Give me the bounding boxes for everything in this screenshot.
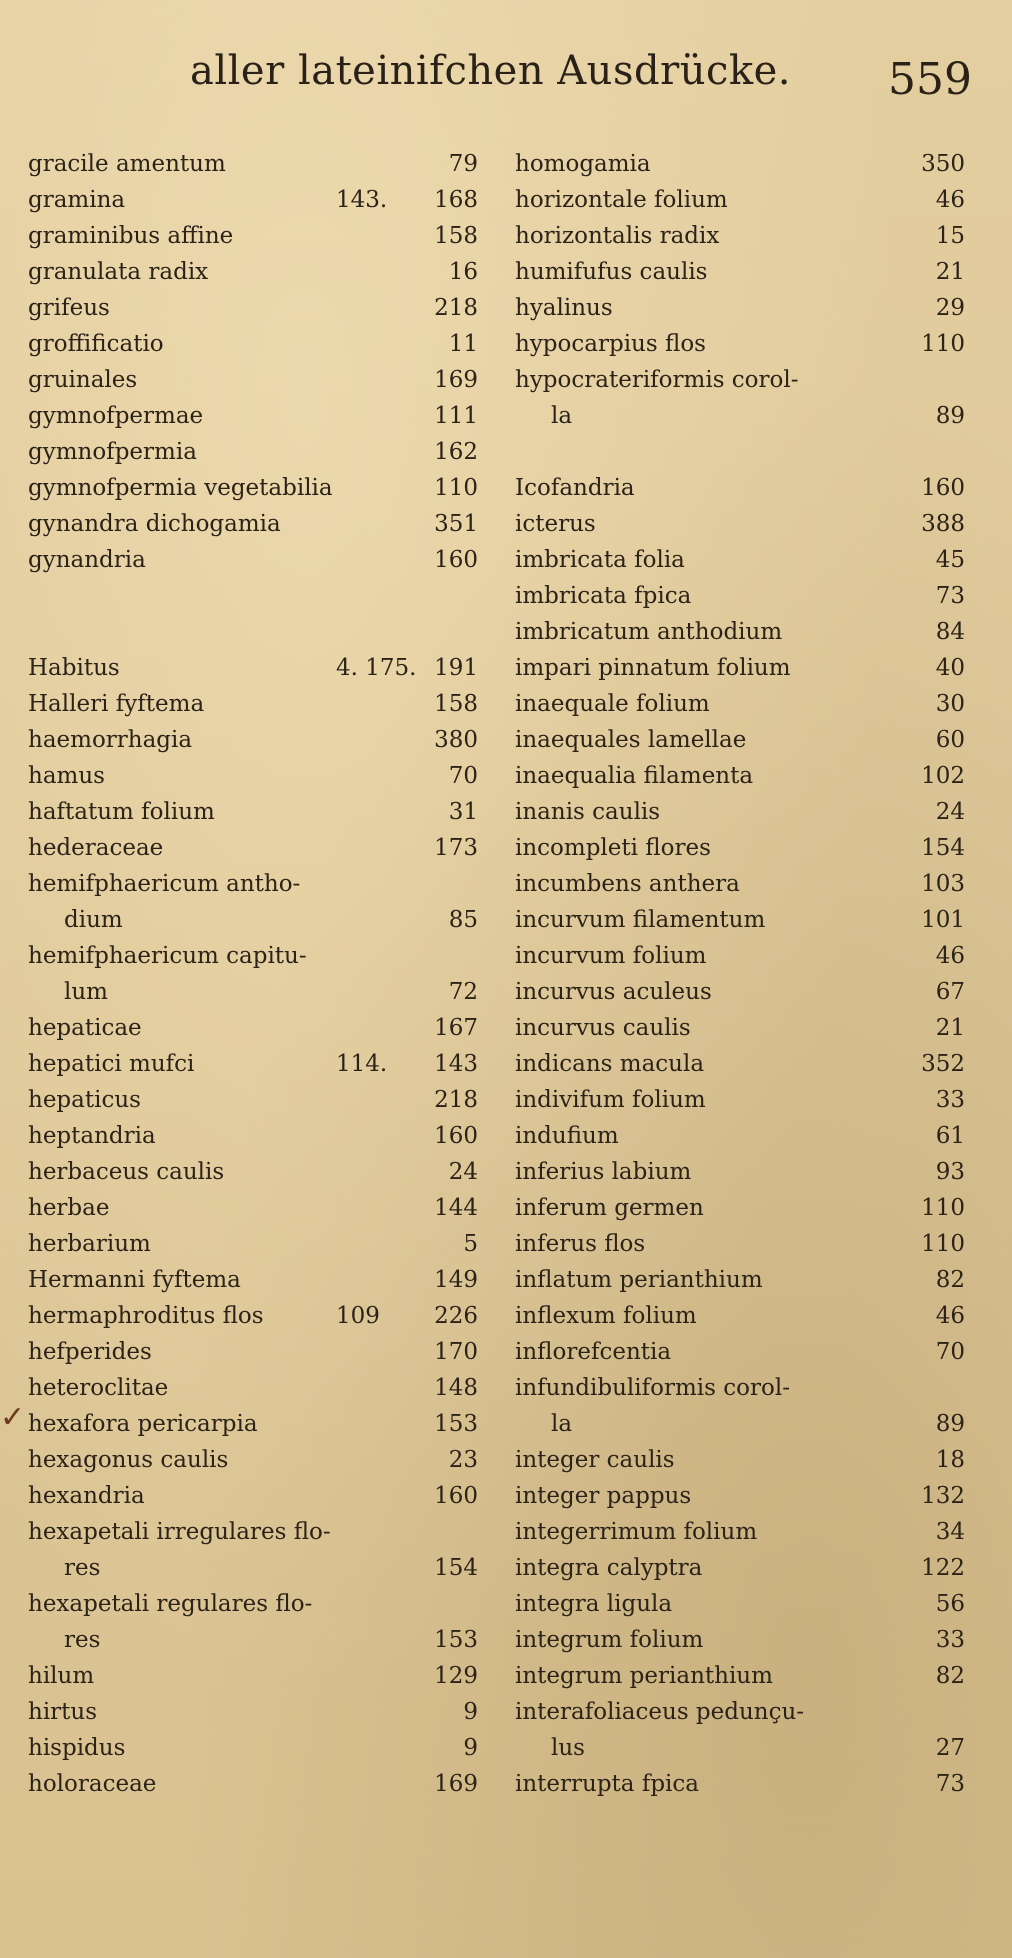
index-page-ref: 21 bbox=[935, 259, 965, 285]
index-entry bbox=[515, 1694, 965, 1730]
index-term: inflatum perianthium bbox=[515, 1267, 763, 1293]
index-term: indufium bbox=[515, 1123, 619, 1149]
index-page-ref: 27 bbox=[935, 1735, 965, 1761]
index-entry bbox=[28, 218, 478, 254]
index-term: Icofandria bbox=[515, 475, 635, 501]
index-entry bbox=[28, 1730, 478, 1766]
index-entry bbox=[28, 650, 478, 686]
index-term: integra ligula bbox=[515, 1591, 673, 1617]
index-page-ref: 144 bbox=[434, 1195, 478, 1221]
index-page-ref: 79 bbox=[448, 151, 478, 177]
index-page-ref: 169 bbox=[434, 367, 478, 393]
index-entry bbox=[515, 578, 965, 614]
index-entry bbox=[515, 326, 965, 362]
index-entry bbox=[515, 1334, 965, 1370]
index-entry bbox=[0, 1400, 478, 1442]
index-term: hypocarpius flos bbox=[515, 331, 706, 357]
index-page-ref: 154 bbox=[434, 1555, 478, 1581]
index-term: gymnofpermae bbox=[28, 403, 204, 429]
index-term: Habitus bbox=[28, 655, 120, 681]
index-term: integrum folium bbox=[515, 1627, 704, 1653]
index-page-ref: 46 bbox=[935, 943, 965, 969]
index-page-ref: 82 bbox=[935, 1267, 965, 1293]
index-entry bbox=[515, 650, 965, 686]
index-entry bbox=[515, 1406, 965, 1442]
index-term: hefperides bbox=[28, 1339, 152, 1365]
index-term: incurvus caulis bbox=[515, 1015, 691, 1041]
index-term: gruinales bbox=[28, 367, 138, 393]
index-page-ref: 5 bbox=[463, 1231, 478, 1257]
index-entry bbox=[515, 1262, 965, 1298]
index-term: inaequales lamellae bbox=[515, 727, 747, 753]
index-extra-ref: 4. 175. bbox=[336, 655, 417, 681]
index-entry bbox=[28, 974, 478, 1010]
index-entry bbox=[515, 1118, 965, 1154]
index-term: imbricata folia bbox=[515, 547, 685, 573]
index-entry bbox=[515, 1190, 965, 1226]
check-mark-icon: ✓ bbox=[0, 1400, 26, 1435]
page-number: 559 bbox=[888, 54, 972, 105]
index-page-ref: 153 bbox=[434, 1627, 478, 1653]
index-entry bbox=[515, 1082, 965, 1118]
index-page-ref: 111 bbox=[434, 403, 478, 429]
index-extra-ref: 109 bbox=[336, 1303, 380, 1329]
index-entry bbox=[28, 1766, 478, 1802]
index-page-ref: 73 bbox=[935, 583, 965, 609]
index-entry bbox=[28, 1226, 478, 1262]
index-entry bbox=[515, 1010, 965, 1046]
index-entry bbox=[28, 578, 478, 614]
index-page-ref: 84 bbox=[935, 619, 965, 645]
index-term: hyalinus bbox=[515, 295, 613, 321]
index-page-ref: 352 bbox=[921, 1051, 965, 1077]
index-page-ref: 24 bbox=[448, 1159, 478, 1185]
index-term: res bbox=[64, 1627, 101, 1653]
index-term: hexafora pericarpia bbox=[28, 1411, 258, 1437]
page-header bbox=[190, 48, 972, 118]
index-entry bbox=[515, 794, 965, 830]
index-extra-ref: 143. bbox=[336, 187, 388, 213]
index-page-ref: 29 bbox=[935, 295, 965, 321]
index-page-ref: 110 bbox=[921, 331, 965, 357]
index-page-ref: 33 bbox=[935, 1627, 965, 1653]
index-term: la bbox=[551, 403, 573, 429]
index-term: hepatici mufci bbox=[28, 1051, 195, 1077]
index-page-ref: 24 bbox=[935, 799, 965, 825]
index-page-ref: 122 bbox=[921, 1555, 965, 1581]
index-term: Halleri fyftema bbox=[28, 691, 205, 717]
index-term: integer caulis bbox=[515, 1447, 675, 1473]
index-term: hederaceae bbox=[28, 835, 164, 861]
index-term: inflexum folium bbox=[515, 1303, 697, 1329]
index-entry bbox=[28, 398, 478, 434]
index-page-ref: 11 bbox=[448, 331, 478, 357]
index-entry bbox=[515, 146, 965, 182]
index-term: hilum bbox=[28, 1663, 95, 1689]
index-term: hirtus bbox=[28, 1699, 98, 1725]
index-entry bbox=[28, 470, 478, 506]
index-entry bbox=[515, 1766, 965, 1802]
index-page-ref: 21 bbox=[935, 1015, 965, 1041]
index-entry bbox=[515, 830, 965, 866]
index-page-ref: 110 bbox=[921, 1231, 965, 1257]
index-entry bbox=[28, 1370, 478, 1406]
index-page-ref: 61 bbox=[935, 1123, 965, 1149]
index-entry bbox=[515, 902, 965, 938]
index-entry bbox=[515, 1550, 965, 1586]
index-term: inflorefcentia bbox=[515, 1339, 672, 1365]
index-entry bbox=[515, 1370, 965, 1406]
index-term: graminibus affine bbox=[28, 223, 234, 249]
index-term: groffificatio bbox=[28, 331, 164, 357]
index-page-ref: 31 bbox=[448, 799, 478, 825]
index-page-ref: 160 bbox=[434, 1483, 478, 1509]
index-page-ref: 82 bbox=[935, 1663, 965, 1689]
index-page-ref: 218 bbox=[434, 295, 478, 321]
index-entry bbox=[28, 1190, 478, 1226]
index-term: integer pappus bbox=[515, 1483, 692, 1509]
index-term: gymnofpermia vegetabilia bbox=[28, 475, 333, 501]
index-entry bbox=[515, 182, 965, 218]
index-page-ref: 89 bbox=[935, 1411, 965, 1437]
index-entry bbox=[28, 866, 478, 902]
index-page-ref: 34 bbox=[935, 1519, 965, 1545]
index-term: humifufus caulis bbox=[515, 259, 708, 285]
index-term: incompleti flores bbox=[515, 835, 711, 861]
index-entry bbox=[28, 362, 478, 398]
index-term: la bbox=[551, 1411, 573, 1437]
index-entry bbox=[515, 542, 965, 578]
index-page-ref: 129 bbox=[434, 1663, 478, 1689]
index-entry bbox=[515, 686, 965, 722]
index-term: imbricatum anthodium bbox=[515, 619, 783, 645]
index-entry bbox=[515, 506, 965, 542]
index-page-ref: 226 bbox=[434, 1303, 478, 1329]
index-term: indivifum folium bbox=[515, 1087, 706, 1113]
index-term: incurvum filamentum bbox=[515, 907, 766, 933]
index-term: gramina bbox=[28, 187, 126, 213]
index-term: gracile amentum bbox=[28, 151, 226, 177]
index-term: holoraceae bbox=[28, 1771, 157, 1797]
index-term: infundibuliformis corol- bbox=[515, 1375, 790, 1401]
index-entry bbox=[28, 290, 478, 326]
index-term: hypocrateriformis corol- bbox=[515, 367, 799, 393]
index-term: heptandria bbox=[28, 1123, 156, 1149]
index-entry bbox=[28, 686, 478, 722]
index-entry bbox=[28, 506, 478, 542]
index-term: indicans macula bbox=[515, 1051, 705, 1077]
index-entry bbox=[28, 938, 478, 974]
index-entry bbox=[28, 830, 478, 866]
index-term: inferum germen bbox=[515, 1195, 704, 1221]
index-page-ref: 170 bbox=[434, 1339, 478, 1365]
index-term: horizontale folium bbox=[515, 187, 728, 213]
index-entry bbox=[28, 614, 478, 650]
index-term: interafoliaceus pedunçu- bbox=[515, 1699, 805, 1725]
index-page-ref: 158 bbox=[434, 223, 478, 249]
index-term: homogamia bbox=[515, 151, 651, 177]
index-entry bbox=[515, 470, 965, 506]
index-entry bbox=[515, 254, 965, 290]
index-term: hamus bbox=[28, 763, 105, 789]
index-term: granulata radix bbox=[28, 259, 209, 285]
index-page-ref: 149 bbox=[434, 1267, 478, 1293]
index-page-ref: 70 bbox=[448, 763, 478, 789]
index-page-ref: 46 bbox=[935, 187, 965, 213]
index-entry bbox=[28, 1586, 478, 1622]
index-page-ref: 67 bbox=[935, 979, 965, 1005]
index-page-ref: 102 bbox=[921, 763, 965, 789]
index-page-ref: 45 bbox=[935, 547, 965, 573]
index-term: gynandra dichogamia bbox=[28, 511, 281, 537]
index-entry bbox=[28, 794, 478, 830]
index-term: hexagonus caulis bbox=[28, 1447, 229, 1473]
index-page-ref: 46 bbox=[935, 1303, 965, 1329]
index-entry bbox=[28, 1334, 478, 1370]
index-entry bbox=[515, 1298, 965, 1334]
index-entry bbox=[515, 722, 965, 758]
index-term: hepaticus bbox=[28, 1087, 141, 1113]
index-term: herbaceus caulis bbox=[28, 1159, 225, 1185]
index-column-right bbox=[515, 146, 965, 1802]
running-title: aller lateinifchen Ausdrücke. bbox=[190, 48, 791, 94]
index-term: inaequale folium bbox=[515, 691, 710, 717]
index-page-ref: 70 bbox=[935, 1339, 965, 1365]
index-entry bbox=[515, 1154, 965, 1190]
index-page-ref: 191 bbox=[434, 655, 478, 681]
index-entry bbox=[28, 1154, 478, 1190]
index-entry bbox=[515, 362, 965, 398]
index-page-ref: 103 bbox=[921, 871, 965, 897]
index-page-ref: 388 bbox=[921, 511, 965, 537]
index-page-ref: 350 bbox=[921, 151, 965, 177]
index-entry bbox=[28, 326, 478, 362]
index-entry bbox=[28, 1658, 478, 1694]
index-entry bbox=[515, 1226, 965, 1262]
index-page-ref: 23 bbox=[448, 1447, 478, 1473]
index-term: hemifphaericum antho- bbox=[28, 871, 301, 897]
index-entry bbox=[28, 1118, 478, 1154]
index-term: incurvum folium bbox=[515, 943, 707, 969]
index-term: interrupta fpica bbox=[515, 1771, 699, 1797]
index-entry bbox=[28, 1694, 478, 1730]
index-entry bbox=[28, 1442, 478, 1478]
index-entry bbox=[28, 1046, 478, 1082]
index-entry bbox=[28, 146, 478, 182]
index-term: haftatum folium bbox=[28, 799, 215, 825]
index-entry bbox=[28, 1514, 478, 1550]
index-term: Hermanni fyftema bbox=[28, 1267, 241, 1293]
index-page-ref: 60 bbox=[935, 727, 965, 753]
index-page-ref: 110 bbox=[434, 475, 478, 501]
index-term: haemorrhagia bbox=[28, 727, 193, 753]
index-page-ref: 132 bbox=[921, 1483, 965, 1509]
index-entry bbox=[28, 1298, 478, 1334]
index-term: dium bbox=[64, 907, 123, 933]
index-page-ref: 73 bbox=[935, 1771, 965, 1797]
index-entry bbox=[28, 758, 478, 794]
index-page-ref: 30 bbox=[935, 691, 965, 717]
index-term: integra calyptra bbox=[515, 1555, 703, 1581]
index-page-ref: 167 bbox=[434, 1015, 478, 1041]
index-entry bbox=[515, 974, 965, 1010]
index-term: icterus bbox=[515, 511, 596, 537]
index-term: gymnofpermia bbox=[28, 439, 197, 465]
index-term: res bbox=[64, 1555, 101, 1581]
index-entry bbox=[515, 398, 965, 434]
index-term: inaequalia filamenta bbox=[515, 763, 754, 789]
index-entry bbox=[28, 434, 478, 470]
index-term: hermaphroditus flos bbox=[28, 1303, 264, 1329]
index-entry bbox=[515, 1730, 965, 1766]
index-entry bbox=[515, 1586, 965, 1622]
index-page-ref: 169 bbox=[434, 1771, 478, 1797]
index-entry bbox=[515, 1514, 965, 1550]
index-entry bbox=[515, 218, 965, 254]
index-term: grifeus bbox=[28, 295, 110, 321]
index-term: heteroclitae bbox=[28, 1375, 169, 1401]
index-page-ref: 33 bbox=[935, 1087, 965, 1113]
index-entry bbox=[28, 1550, 478, 1586]
index-entry bbox=[515, 290, 965, 326]
index-page-ref: 154 bbox=[921, 835, 965, 861]
index-term: imbricata fpica bbox=[515, 583, 692, 609]
index-page-ref: 162 bbox=[434, 439, 478, 465]
index-term: inanis caulis bbox=[515, 799, 661, 825]
index-page-ref: 101 bbox=[921, 907, 965, 933]
index-entry bbox=[515, 938, 965, 974]
index-entry bbox=[28, 182, 478, 218]
index-page-ref: 110 bbox=[921, 1195, 965, 1221]
index-page-ref: 143 bbox=[434, 1051, 478, 1077]
index-term: hexapetali irregulares flo- bbox=[28, 1519, 331, 1545]
index-page-ref: 9 bbox=[463, 1735, 478, 1761]
index-entry bbox=[515, 758, 965, 794]
index-entry bbox=[515, 1046, 965, 1082]
index-page-ref: 160 bbox=[434, 1123, 478, 1149]
index-page-ref: 89 bbox=[935, 403, 965, 429]
index-entry bbox=[28, 902, 478, 938]
index-term: hexandria bbox=[28, 1483, 145, 1509]
index-entry bbox=[515, 434, 965, 470]
index-entry bbox=[515, 1478, 965, 1514]
index-page-ref: 160 bbox=[921, 475, 965, 501]
index-term: inferius labium bbox=[515, 1159, 692, 1185]
index-entry bbox=[28, 1010, 478, 1046]
index-page-ref: 16 bbox=[448, 259, 478, 285]
index-entry bbox=[515, 614, 965, 650]
index-entry bbox=[515, 866, 965, 902]
index-term: integerrimum folium bbox=[515, 1519, 758, 1545]
index-entry bbox=[515, 1622, 965, 1658]
index-page-ref: 158 bbox=[434, 691, 478, 717]
index-page-ref: 72 bbox=[448, 979, 478, 1005]
index-term: lus bbox=[551, 1735, 585, 1761]
index-entry bbox=[28, 1262, 478, 1298]
index-page-ref: 15 bbox=[935, 223, 965, 249]
index-term: incurvus aculeus bbox=[515, 979, 712, 1005]
index-column-left bbox=[0, 146, 478, 1802]
index-term: herbae bbox=[28, 1195, 110, 1221]
index-entry bbox=[28, 722, 478, 758]
index-page-ref: 40 bbox=[935, 655, 965, 681]
index-entry bbox=[28, 1478, 478, 1514]
index-term: hispidus bbox=[28, 1735, 126, 1761]
index-term: hexapetali regulares flo- bbox=[28, 1591, 313, 1617]
index-page-ref: 9 bbox=[463, 1699, 478, 1725]
index-term: herbarium bbox=[28, 1231, 151, 1257]
index-page-ref: 173 bbox=[434, 835, 478, 861]
index-term: impari pinnatum folium bbox=[515, 655, 791, 681]
index-entry bbox=[28, 1082, 478, 1118]
index-term: incumbens anthera bbox=[515, 871, 740, 897]
index-term: lum bbox=[64, 979, 108, 1005]
index-page-ref: 218 bbox=[434, 1087, 478, 1113]
index-page-ref: 153 bbox=[434, 1411, 478, 1437]
index-page-ref: 160 bbox=[434, 547, 478, 573]
index-term: integrum perianthium bbox=[515, 1663, 773, 1689]
index-page-ref: 168 bbox=[434, 187, 478, 213]
index-entry bbox=[28, 254, 478, 290]
index-page-ref: 148 bbox=[434, 1375, 478, 1401]
index-term: inferus flos bbox=[515, 1231, 646, 1257]
index-page-ref: 85 bbox=[448, 907, 478, 933]
index-entry bbox=[515, 1442, 965, 1478]
index-page-ref: 56 bbox=[935, 1591, 965, 1617]
index-page-ref: 351 bbox=[434, 511, 478, 537]
index-term: gynandria bbox=[28, 547, 146, 573]
index-entry bbox=[28, 1622, 478, 1658]
index-page-ref: 93 bbox=[935, 1159, 965, 1185]
index-extra-ref: 114. bbox=[336, 1051, 388, 1077]
index-page-ref: 380 bbox=[434, 727, 478, 753]
index-term: hepaticae bbox=[28, 1015, 142, 1041]
index-entry bbox=[28, 542, 478, 578]
index-term: hemifphaericum capitu- bbox=[28, 943, 307, 969]
index-term: horizontalis radix bbox=[515, 223, 720, 249]
index-page-ref: 18 bbox=[935, 1447, 965, 1473]
index-entry bbox=[515, 1658, 965, 1694]
